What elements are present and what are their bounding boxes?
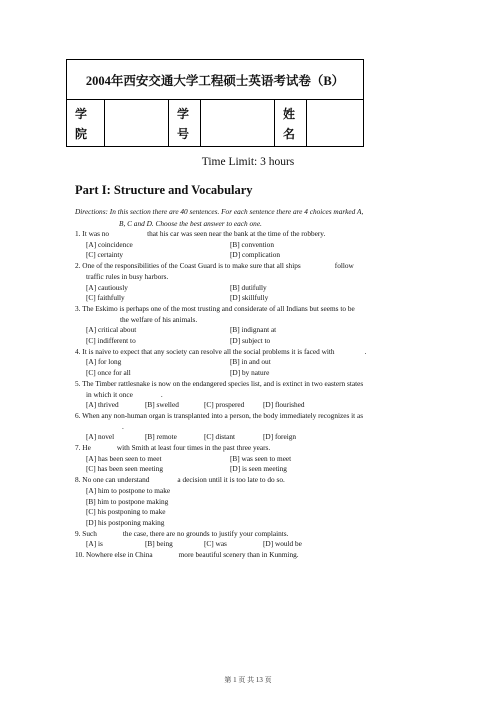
time-limit: Time Limit: 3 hours (201, 156, 295, 168)
options-row (75, 432, 425, 443)
options-row (75, 325, 425, 336)
student-id-label: 学 号 (169, 100, 201, 147)
option-a[interactable]: [A] novel (86, 432, 115, 442)
option-c[interactable]: [C] indifferent to (86, 336, 136, 346)
student-info-row (67, 100, 363, 147)
question-4: 4. It is naive to expect that any society can resolve all the social problems it is faced with . [A] for long [B] in and out [C] once for all [D] by nature (75, 347, 425, 379)
question-5: 5. The Timber rattlesnake is now on the endangered species list, and is extinct in two eastern states in which it once . [A] thrived [B] swelled [C] prospered [D] flourished (75, 379, 425, 411)
part-title: Part I: Structure and Vocabulary (75, 183, 253, 197)
student-id-field[interactable] (201, 100, 275, 147)
options-row (75, 250, 425, 261)
option-d[interactable]: [D] subject to (230, 336, 271, 346)
option-b[interactable]: [B] in and out (230, 357, 271, 367)
option-a[interactable]: [A] is (86, 539, 103, 549)
directions-line-1: Directions: In this section there are 40 sentences. For each sentence there are 4 choices marked A, (75, 207, 364, 216)
option-c[interactable]: [C] faithfully (86, 293, 125, 303)
option-c[interactable]: [C] distant (204, 432, 236, 442)
option-a[interactable]: [A] cautiously (86, 282, 128, 292)
option-d[interactable]: [D] by nature (230, 368, 270, 378)
option-b[interactable]: [B] being (145, 539, 173, 549)
option-c[interactable]: [C] was (204, 539, 227, 549)
option-b[interactable]: [B] remote (145, 432, 177, 442)
option-b[interactable]: [B] him to postpone making (86, 496, 169, 506)
options-row (75, 240, 425, 251)
option-b[interactable]: [B] was seen to meet (230, 453, 292, 463)
option-d[interactable]: [D] foreign (263, 432, 297, 442)
options-row (75, 293, 425, 304)
option-a[interactable]: [A] him to postpone to make (86, 485, 171, 495)
option-d[interactable]: [D] skillfully (230, 293, 269, 303)
options-row (75, 464, 425, 475)
option-a[interactable]: [A] for long (86, 357, 122, 367)
option-d[interactable]: [D] complication (230, 250, 281, 260)
option-a[interactable]: [A] thrived (86, 400, 119, 410)
option-b[interactable]: [B] convention (230, 239, 274, 249)
page-footer: 第 1 页 共 13 页 (224, 676, 272, 684)
question-6: 6. When any non-human organ is transplanted into a person, the body immediately recognizes it as . [A] novel [B] remote [C] distant [D] foreign (75, 411, 425, 443)
option-c[interactable]: [C] his postponing to make (86, 507, 166, 517)
directions (75, 206, 425, 230)
option-d[interactable]: [D] would be (263, 539, 302, 549)
question-9: 9. Such the case, there are no grounds to justify your complaints. [A] is [B] being [C] was [D] would be (75, 529, 425, 550)
option-a[interactable]: [A] critical about (86, 325, 137, 335)
exam-title: 2004年西安交通大学工程硕士英语考试卷（B） (67, 60, 363, 100)
question-list (75, 229, 425, 561)
question-10: 10. Nowhere else in China more beautiful scenery than in Kunming. (75, 550, 299, 560)
college-field[interactable] (105, 100, 169, 147)
option-b[interactable]: [B] indignant at (230, 325, 277, 335)
college-label: 学 院 (67, 100, 105, 147)
option-a[interactable]: [A] has been seen to meet (86, 453, 162, 463)
question-2: 2. One of the responsibilities of the Coast Guard is to make sure that all ships follow traffic rules in busy harbors. [A] cautiously [B] dutifully [C] faithfully [D] skillfully (75, 261, 425, 304)
options-row (75, 357, 425, 368)
options-row (75, 368, 425, 379)
options-row (75, 539, 425, 550)
question-1: 1. It was no that his car was seen near the bank at the time of the robbery. [A] coincidence [B] convention [C] certainty [D] complication (75, 229, 425, 261)
name-field[interactable] (307, 100, 363, 147)
question-3: 3. The Eskimo is perhaps one of the most trusting and considerate of all Indians but seems to be the welfare of his animals. [A] critical about [B] indignant at [C] indifferent to [D] subject to (75, 304, 425, 347)
directions-line-2: B, C and D. Choose the best answer to each one. (119, 219, 262, 228)
option-d[interactable]: [D] his postponing making (86, 517, 165, 527)
question-7: 7. He with Smith at least four times in the past three years. [A] has been seen to meet [B] was seen to meet [C] has been seen meeting [D] is seen meeting (75, 443, 425, 475)
option-b[interactable]: [B] dutifully (230, 282, 267, 292)
options-row (75, 454, 425, 465)
question-8: 8. No one can understand a decision until it is too late to do so. [A] him to postpone to make [B] him to postpone making [C] his postponing to make [D] his postponing making (75, 475, 425, 529)
option-b[interactable]: [B] swelled (145, 400, 179, 410)
option-a[interactable]: [A] coincidence (86, 239, 133, 249)
exam-header-table (66, 59, 364, 147)
option-c[interactable]: [C] certainty (86, 250, 124, 260)
option-c[interactable]: [C] prospered (204, 400, 245, 410)
option-c[interactable]: [C] once for all (86, 368, 131, 378)
options-row (75, 283, 425, 294)
options-row (75, 336, 425, 347)
option-c[interactable]: [C] has been seen meeting (86, 464, 163, 474)
name-label: 姓 名 (275, 100, 307, 147)
option-d[interactable]: [D] is seen meeting (230, 464, 287, 474)
options-row (75, 400, 425, 411)
option-d[interactable]: [D] flourished (263, 400, 305, 410)
